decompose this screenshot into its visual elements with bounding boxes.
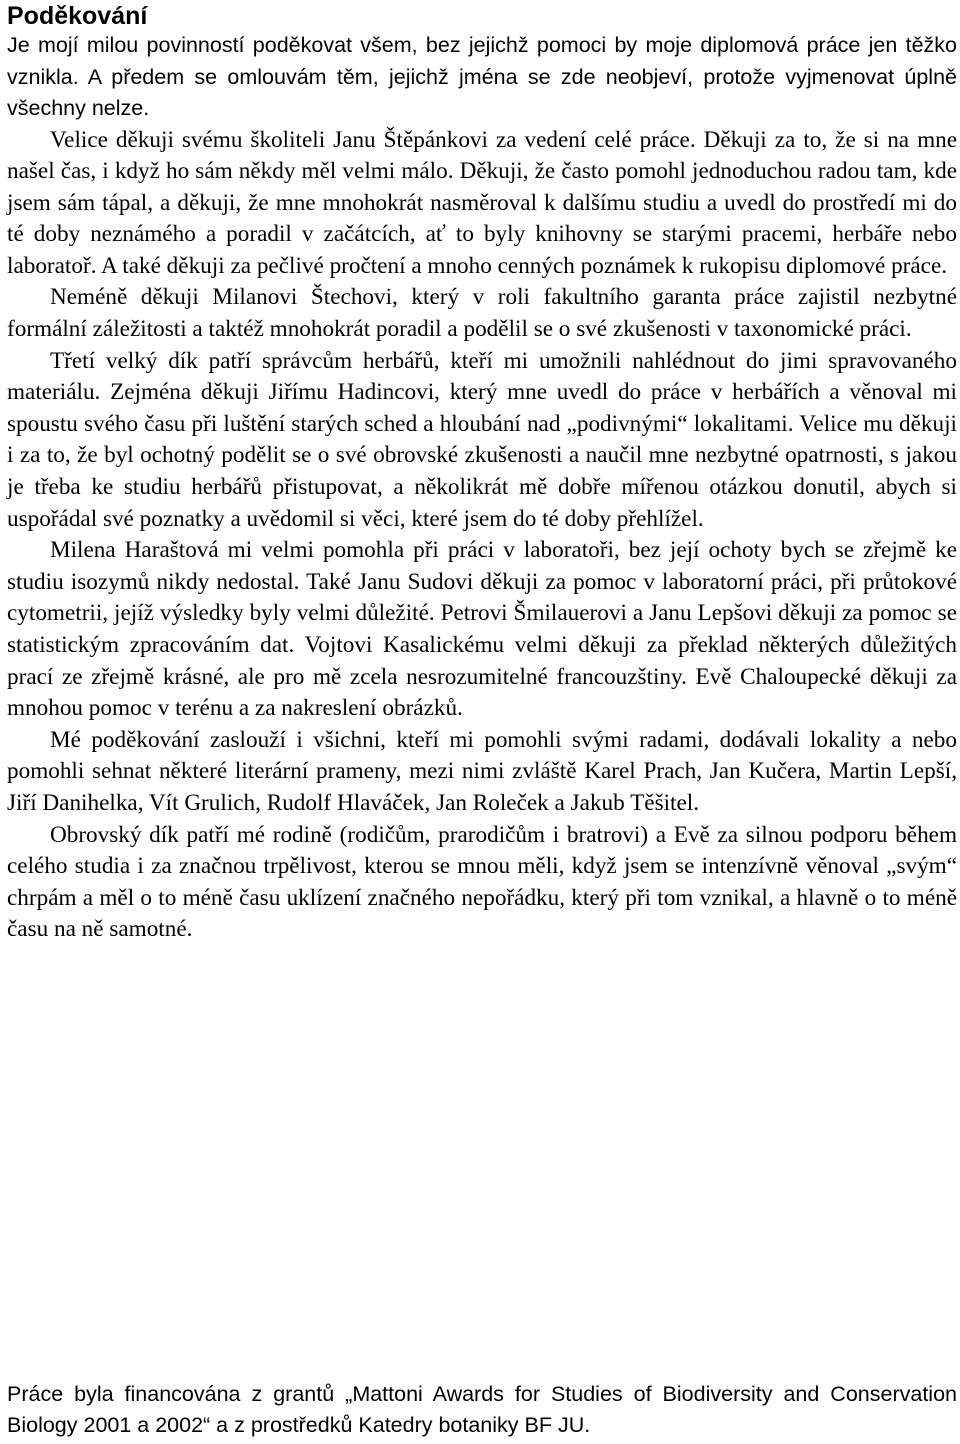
- acknowledgements-page: [7, 0, 957, 946]
- paragraph-family: Obrovský dík patří mé rodině (rodičům, prarodičům i bratrovi) a Evě za silnou podporu během celého studia i za značnou trpělivost, kterou se mnou měli, když jsem se intenzívně věnoval „svým“ chrpám a měl o to méně času uklízení značného nepořádku, který při tom vznikal, a hlavně o to méně času na ně samotné.: [7, 821, 957, 943]
- paragraph-faculty-guarantor: Neméně děkuji Milanovi Štechovi, který v roli fakultního garanta práce zajistil nezbytné formální záležitosti a taktéž mnohokrát poradil a podělil se o své zkušenosti v taxonomické práci.: [7, 284, 957, 343]
- page-title: Poděkování: [7, 2, 148, 30]
- paragraph-supervisor: Velice děkuji svému školiteli Janu Štěpánkovi za vedení celé práce. Děkuji za to, že si na mne našel čas, i když ho sám někdy měl velmi málo. Děkuji, že často pomohl jednoduchou radou tam, kde jsem sám tápal, a děkuji, že mne mnohokrát nasměroval k dalšímu studiu a uvedl do prostředí mi do té doby neznámého a poradil v začátcích, ať to byly knihovny se starými pracemi, herbáře nebo laboratoř. A také děkuji za pečlivé pročtení a mnoho cenných poznámek k rukopisu diplomové práce.: [7, 126, 957, 279]
- funding-note: Práce byla financována z grantů „Mattoni Awards for Studies of Biodiversity and Conservation Biology 2001 a 2002“ a z prostředků Katedry botaniky BF JU.: [7, 1382, 957, 1437]
- paragraph-advisors: Mé poděkování zaslouží i všichni, kteří mi pomohli svými radami, dodávali lokality a nebo pomohli sehnat některé literární prameny, mezi nimi zvláště Karel Prach, Jan Kučera, Martin Lepší, Jiří Danihelka, Vít Grulich, Rudolf Hlaváček, Jan Roleček a Jakub Těšitel.: [7, 726, 957, 816]
- paragraph-herbaria: Třetí velký dík patří správcům herbářů, kteří mi umožnili nahlédnout do jimi spravovaného materiálu. Zejména děkuji Jiřímu Hadincovi, který mne uvedl do práce v herbářích a věnoval mi spoustu svého času při luštění starých sched a hloubání nad „podivnými“ lokalitami. Velice mu děkuji i za to, že byl ochotný podělit se o své obrovské zkušenosti a naučil mne nezbytné opatrnosti, s jakou je třeba ke studiu herbářů přistupovat, a několikrát mě dobře mířenou otázkou donutil, abych si uspořádal své poznatky a uvědomil si věci, které jsem do té doby přehlížel.: [7, 347, 957, 532]
- paragraph-laboratory: Milena Haraštová mi velmi pomohla při práci v laboratoři, bez její ochoty bych se zřejmě ke studiu isozymů nikdy nedostal. Také Janu Sudovi děkuji za pomoc v laboratorní práci, při průtokové cytometrii, jejíž výsledky byly velmi důležité. Petrovi Šmilauerovi a Janu Lepšovi děkuji za pomoc se statistickým zpracováním dat. Vojtovi Kasalickému velmi děkuji za překlad některých důležitých prací ze zřejmě krásné, ale pro mě zcela nesrozumitelné francouzštiny. Evě Chaloupecké děkuji za mnohou pomoc v terénu a za nakreslení obrázků.: [7, 537, 957, 722]
- lead-paragraph: Je mojí milou povinností poděkovat všem, bez jejichž pomoci by moje diplomová práce jen těžko vznikla. A předem se omlouvám těm, jejichž jména se zde neobjeví, protože vyjmenovat úplně všechny nelze.: [7, 33, 957, 120]
